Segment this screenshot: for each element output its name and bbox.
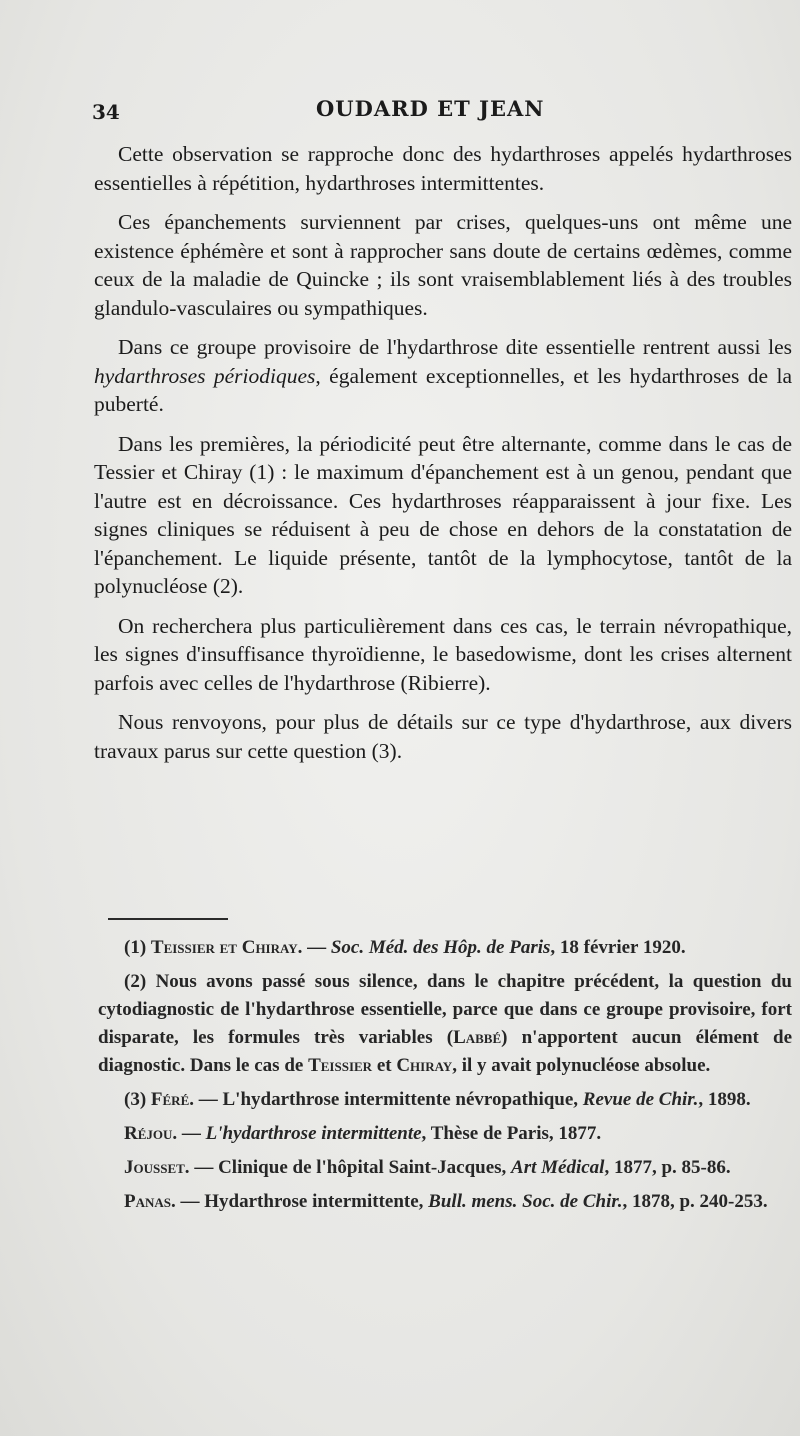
text-run: Dans ce groupe provisoire de l'hydarthrose dite essentielle rentrent aussi les	[118, 335, 792, 359]
footnote-author: Panas.	[124, 1191, 176, 1212]
page-header	[92, 96, 792, 136]
text-run: et	[372, 1055, 397, 1076]
footnote-separator	[108, 918, 228, 920]
footnotes	[98, 934, 792, 1222]
footnote-reference	[98, 1120, 792, 1148]
running-head: OUDARD ET JEAN	[316, 96, 545, 121]
text-run: , il y avait polynucléose absolue.	[452, 1055, 711, 1076]
footnote-1	[98, 934, 792, 962]
paragraph	[94, 333, 792, 419]
text-run: —	[177, 1123, 206, 1144]
footnote-source: Revue de Chir.	[582, 1089, 699, 1110]
page-number: 34	[92, 100, 120, 124]
footnote-author: Jousset.	[124, 1157, 190, 1178]
footnote-source: Art Médical	[511, 1157, 605, 1178]
text-run: , 1878, p. 240-253.	[622, 1191, 768, 1212]
text-run: , 1898.	[698, 1089, 751, 1110]
footnote-source: Soc. Méd. des Hôp. de Paris	[330, 937, 551, 958]
body-text	[94, 140, 792, 776]
footnote-author: Féré.	[150, 1089, 194, 1110]
text-run: , 1877, p. 85-86.	[604, 1157, 731, 1178]
footnote-reference	[98, 1188, 792, 1216]
footnote-author: Teissier	[308, 1055, 373, 1076]
text-run: (2) Nous avons passé sous silence, dans le chapitre précédent, la question du cytodiagnostic de l'hydarthrose essentielle, parce que dans ce groupe provisoire, fort disparate, les formules très variables (	[98, 971, 792, 1048]
footnote-reference	[98, 1154, 792, 1182]
footnote-title: L'hydarthrose intermittente	[205, 1123, 422, 1144]
text-run: , également exceptionnelles, et les hydarthroses de la puberté.	[94, 363, 792, 416]
footnote-author: Labbé	[453, 1027, 502, 1048]
text-run: ) n'apportent aucun élément de diagnostic. Dans le cas de	[98, 1027, 793, 1076]
text-run: — Hydarthrose intermittente,	[175, 1191, 429, 1212]
footnote-2	[98, 968, 792, 1080]
paragraph: On recherchera plus particulièrement dans ces cas, le terrain névropathique, les signes d'insuffisance thyroïdienne, le basedowisme, dont les crises alternent parfois avec celles de l'hydarthrose (Ribierre).	[94, 613, 792, 695]
paragraph: Cette observation se rapproche donc des hydarthroses appelés hydarthroses essentielles à répétition, hydarthroses intermittentes.	[94, 142, 792, 195]
paragraph: Ces épanchements surviennent par crises, quelques-uns ont même une existence éphémère et sont à rapprocher sans doute de certains œdèmes, comme ceux de la maladie de Quincke ; ils sont vraisemblablement liés à des troubles glandulo-vasculaires ou sympathiques.	[94, 210, 792, 320]
footnote-author: Teissier et Chiray.	[150, 937, 303, 958]
text-run: , Thèse de Paris, 1877.	[421, 1123, 602, 1144]
paragraph: Nous renvoyons, pour plus de détails sur ce type d'hydarthrose, aux divers travaux parus sur cette question (3).	[94, 710, 792, 763]
footnote-3	[98, 1086, 792, 1114]
text-run: — Clinique de l'hôpital Saint-Jacques,	[189, 1157, 512, 1178]
footnote-number: (3)	[124, 1089, 151, 1110]
paragraph: Dans les premières, la périodicité peut être alternante, comme dans le cas de Tessier et Chiray (1) : le maximum d'épanchement est à un genou, pendant que l'autre est en décroissance. Ces hydarthroses réapparaissent à jour fixe. Les signes cliniques se réduisent à peu de chose en dehors de la constatation de l'épanchement. Le liquide présente, tantôt de la lymphocytose, tantôt de la polynucléose (2).	[94, 431, 792, 598]
footnote-author: Réjou.	[124, 1123, 178, 1144]
text-run: —	[302, 937, 331, 958]
footnote-author: Chiray	[396, 1055, 453, 1076]
footnote-number: (1)	[124, 937, 151, 958]
text-run: , 18 février 1920.	[550, 937, 686, 958]
italic-term: hydarthroses périodiques	[94, 363, 316, 388]
footnote-source: Bull. mens. Soc. de Chir.	[428, 1191, 623, 1212]
text-run: — L'hydarthrose intermittente névropathique,	[194, 1089, 583, 1110]
